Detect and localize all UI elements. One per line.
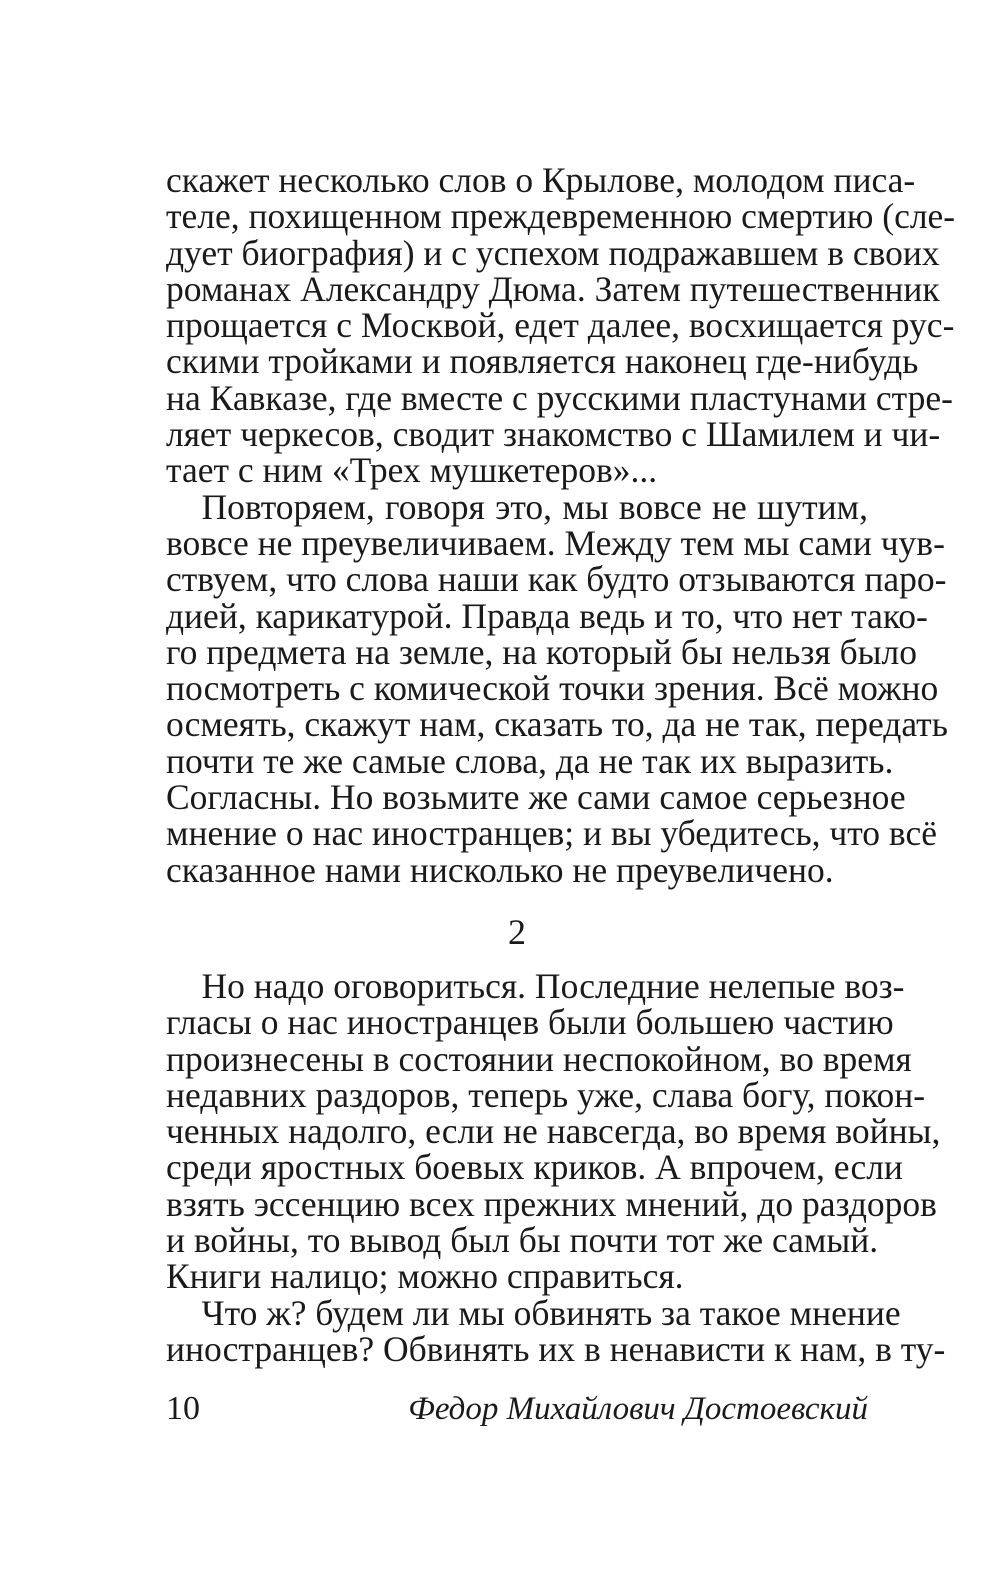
text-line: романах Александру Дюма. Затем путешественник	[166, 268, 940, 309]
text-line: Но надо оговориться. Последние нелепые воз-	[166, 966, 905, 1006]
text-line: тает с ним «Трех мушкетеров»...	[166, 450, 658, 491]
text-block-bottom	[166, 966, 946, 1369]
running-title: Федор Михайлович Достоевский	[408, 1391, 868, 1427]
text-line: дией, карикатурой. Правда ведь и то, что нет тако-	[166, 595, 928, 636]
text-line: Повторяем, говоря это, мы вовсе не шутим,	[166, 486, 868, 527]
text-line: дует биография) и с успехом подражавшем в своих	[166, 232, 940, 273]
text-line: скажет несколько слов о Крылове, молодом писа-	[166, 160, 916, 200]
text-line: прощается с Москвой, едет далее, восхищается рус-	[166, 305, 955, 346]
text-line: осмеять, скажут нам, сказать то, да не так, передать	[166, 704, 948, 745]
text-line: посмотреть с комической точки зрения. Всё можно	[166, 668, 939, 709]
text-block-top	[166, 160, 956, 890]
text-line: ченных надолго, если не навсегда, во время войны,	[166, 1111, 941, 1152]
section-heading: 2	[508, 912, 526, 952]
text-line: среди яростных боевых криков. А впрочем, если	[166, 1147, 903, 1188]
text-line: Согласны. Но возьмите же сами самое серьезное	[166, 777, 906, 818]
text-line: Книги налицо; можно справиться.	[166, 1256, 684, 1297]
text-line: недавних раздоров, теперь уже, слава богу, покон-	[166, 1074, 926, 1115]
page-footer	[166, 1389, 868, 1429]
text-line: го предмета на земле, на который бы нельзя было	[166, 631, 917, 672]
text-line: ляет черкесов, сводит знакомство с Шамилем и чи-	[166, 414, 941, 455]
text-line: почти те же самые слова, да не так их выразить.	[166, 740, 894, 781]
text-line: иностранцев? Обвинять их в ненависти к нам, в ту-	[166, 1328, 946, 1369]
text-line: теле, похищенном преждевременною смертию (сле-	[166, 196, 956, 237]
text-line: скими тройками и появляется наконец где-нибудь	[166, 341, 919, 382]
text-line: вовсе не преувеличиваем. Между тем мы сами чув-	[166, 522, 945, 563]
text-line: ствуем, что слова наши как будто отзываются паро-	[166, 559, 947, 600]
text-line: мнение о нас иностранцев; и вы убедитесь, что всё	[166, 813, 937, 854]
text-line: на Кавказе, где вместе с русскими пластунами стре-	[166, 377, 953, 418]
text-line: и войны, то вывод был бы почти тот же самый.	[166, 1220, 879, 1261]
text-line: взять эссенцию всех прежних мнений, до раздоров	[166, 1183, 937, 1224]
text-line: произнесены в состоянии неспокойном, во время	[166, 1038, 912, 1079]
text-line: гласы о нас иностранцев были большею частию	[166, 1002, 894, 1043]
page-number: 10	[166, 1390, 200, 1427]
text-line: Что ж? будем ли мы обвинять за такое мнение	[166, 1292, 901, 1333]
text-line: сказанное нами нисколько не преувеличено.	[166, 849, 834, 890]
